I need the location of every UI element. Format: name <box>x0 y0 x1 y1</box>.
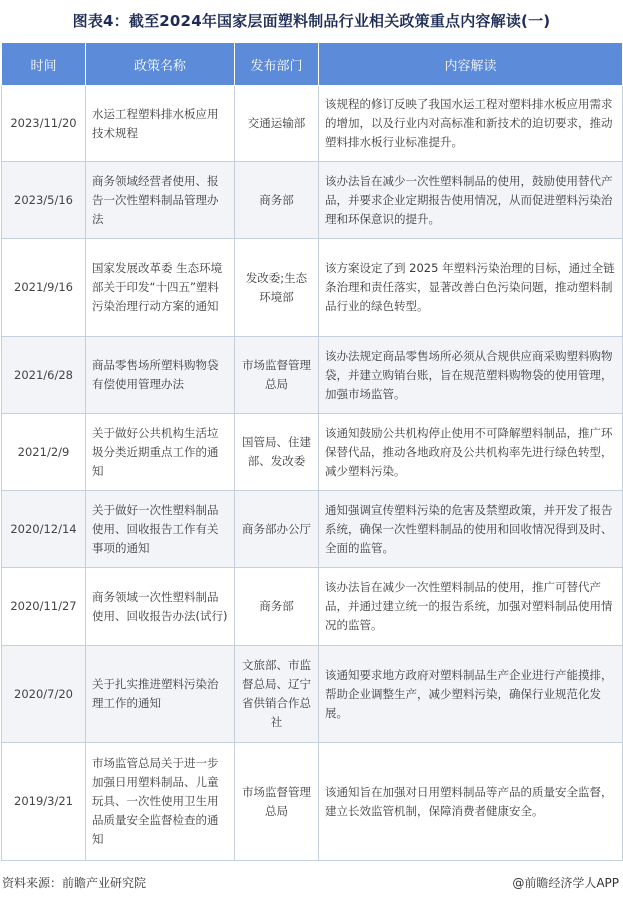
cell-department: 商务部 <box>235 162 319 239</box>
table-row <box>2 414 623 491</box>
cell-date: 2021/9/16 <box>2 239 86 337</box>
cell-policy-name: 商品零售场所塑料购物袋有偿使用管理办法 <box>86 337 235 414</box>
table-row <box>2 337 623 414</box>
header-date: 时间 <box>2 43 86 86</box>
cell-interpretation: 该通知要求地方政府对塑料制品生产企业进行产能摸排，帮助企业调整生产，减少塑料污染，确保行业规范化发展。 <box>319 646 623 743</box>
cell-interpretation: 该办法规定商品零售场所必须从合规供应商采购塑料购物袋，并建立购销台账，旨在规范塑料购物袋的使用管理，加强市场监管。 <box>319 337 623 414</box>
cell-policy-name: 水运工程塑料排水板应用技术规程 <box>86 86 235 162</box>
header-department: 发布部门 <box>235 43 319 86</box>
cell-policy-name: 商务领域经营者使用、报告一次性塑料制品管理办法 <box>86 162 235 239</box>
cell-policy-name: 关于做好一次性塑料制品使用、回收报告工作有关事项的通知 <box>86 491 235 568</box>
table-row <box>2 162 623 239</box>
cell-date: 2020/7/20 <box>2 646 86 743</box>
cell-department: 市场监督管理总局 <box>235 743 319 861</box>
cell-policy-name: 关于做好公共机构生活垃圾分类近期重点工作的通知 <box>86 414 235 491</box>
cell-policy-name: 商务领域一次性塑料制品使用、回收报告办法(试行) <box>86 568 235 646</box>
cell-date: 2021/2/9 <box>2 414 86 491</box>
cell-department: 交通运输部 <box>235 86 319 162</box>
cell-interpretation: 该通知旨在加强对日用塑料制品等产品的质量安全监督，建立长效监管机制，保障消费者健康安全。 <box>319 743 623 861</box>
cell-date: 2019/3/21 <box>2 743 86 861</box>
cell-department: 文旅部、市监督总局、辽宁省供销合作总社 <box>235 646 319 743</box>
cell-department: 国管局、住建部、发改委 <box>235 414 319 491</box>
policy-table <box>1 42 623 861</box>
table-row <box>2 568 623 646</box>
cell-date: 2021/6/28 <box>2 337 86 414</box>
table-row <box>2 646 623 743</box>
cell-policy-name: 国家发展改革委 生态环境部关于印发“十四五”塑料污染治理行动方案的通知 <box>86 239 235 337</box>
cell-interpretation: 该办法旨在减少一次性塑料制品的使用，推广可替代产品，并通过建立统一的报告系统，加强对塑料制品使用情况的监管。 <box>319 568 623 646</box>
cell-date: 2023/11/20 <box>2 86 86 162</box>
table-row <box>2 86 623 162</box>
cell-policy-name: 关于扎实推进塑料污染治理工作的通知 <box>86 646 235 743</box>
cell-policy-name: 市场监管总局关于进一步加强日用塑料制品、儿童玩具、一次性使用卫生用品质量安全监督检查的通知 <box>86 743 235 861</box>
cell-interpretation: 该通知鼓励公共机构停止使用不可降解塑料制品，推广环保替代品，推动各地政府及公共机构率先进行绿色转型，减少塑料污染。 <box>319 414 623 491</box>
cell-interpretation: 该方案设定了到 2025 年塑料污染治理的目标，通过全链条治理和责任落实，显著改善白色污染问题，推动塑料制品行业的绿色转型。 <box>319 239 623 337</box>
header-policy-name: 政策名称 <box>86 43 235 86</box>
cell-department: 发改委;生态环境部 <box>235 239 319 337</box>
table-row <box>2 239 623 337</box>
table-header-row <box>2 43 623 86</box>
cell-interpretation: 通知强调宣传塑料污染的危害及禁塑政策，并开发了报告系统，确保一次性塑料制品的使用和回收情况得到及时、全面的监管。 <box>319 491 623 568</box>
brand-credit <box>512 874 619 891</box>
cell-department: 市场监督管理总局 <box>235 337 319 414</box>
header-interpretation: 内容解读 <box>319 43 623 86</box>
cell-department: 商务部办公厅 <box>235 491 319 568</box>
cell-date: 2020/12/14 <box>2 491 86 568</box>
table-row <box>2 491 623 568</box>
cell-interpretation: 该规程的修订反映了我国水运工程对塑料排水板应用需求的增加，以及行业内对高标准和新技术的迫切要求，推动塑料排水板行业标准提升。 <box>319 86 623 162</box>
cell-interpretation: 该办法旨在减少一次性塑料制品的使用，鼓励使用替代产品，并要求企业定期报告使用情况，从而促进塑料污染治理和环保意识的提升。 <box>319 162 623 239</box>
source-note: 资料来源：前瞻产业研究院 <box>2 876 147 890</box>
cell-date: 2023/5/16 <box>2 162 86 239</box>
table-row <box>2 743 623 861</box>
cell-department: 商务部 <box>235 568 319 646</box>
cell-date: 2020/11/27 <box>2 568 86 646</box>
page-title: 图表4：截至2024年国家层面塑料制品行业相关政策重点内容解读(一) <box>72 12 551 30</box>
brand-label: @前瞻经济学人APP <box>512 876 619 890</box>
